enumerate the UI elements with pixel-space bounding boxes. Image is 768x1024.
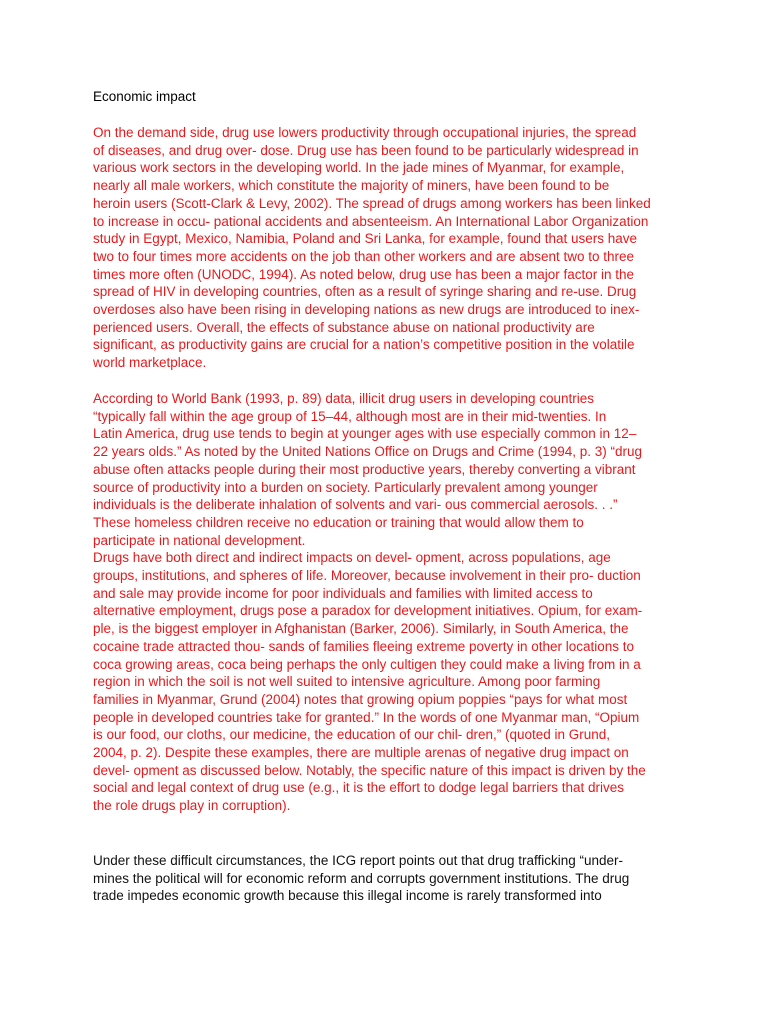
text-line: significant, as productivity gains are crucial for a nation’s competitive position in the volatile [93, 337, 635, 353]
text-line: various work sectors in the developing world. In the jade mines of Myanmar, for example, [93, 160, 625, 176]
text-line: and sale may provide income for poor individuals and families with limited access to [93, 585, 593, 601]
text-line: ple, is the biggest employer in Afghanistan (Barker, 2006). Similarly, in South America, the [93, 621, 629, 637]
section-heading: Economic impact [93, 89, 196, 104]
text-line: 2004, p. 2). Despite these examples, there are multiple arenas of negative drug impact on [93, 745, 629, 761]
text-line: heroin users (Scott-Clark & Levy, 2002). The spread of drugs among workers has been linked [93, 195, 651, 211]
text-line: trade impedes economic growth because this illegal income is rarely transformed into [93, 888, 602, 904]
paragraph-icg-report [93, 852, 629, 905]
text-line: alternative employment, drugs pose a paradox for development initiatives. Opium, for exam- [93, 603, 643, 619]
text-line: “typically fall within the age group of 15–44, although most are in their mid-twenties. In [93, 408, 607, 424]
text-line: Drugs have both direct and indirect impacts on devel- opment, across populations, age [93, 550, 611, 566]
text-line: individuals is the deliberate inhalation of solvents and vari- ous commercial aerosols. . .” [93, 497, 618, 513]
text-line: spread of HIV in developing countries, often as a result of syringe sharing and re-use. Drug [93, 284, 637, 300]
text-line: abuse often attacks people during their most productive years, thereby converting a vibrant [93, 461, 636, 477]
text-line: coca growing areas, coca being perhaps the only cultigen they could make a living from in a [93, 656, 641, 672]
text-line: perienced users. Overall, the effects of substance abuse on national productivity are [93, 319, 595, 335]
text-line: devel- opment as discussed below. Notably, the specific nature of this impact is driven by the [93, 762, 646, 778]
text-line: groups, institutions, and spheres of life. Moreover, because involvement in their pro- duction [93, 568, 641, 584]
text-line: to increase in occu- pational accidents and absenteeism. An International Labor Organization [93, 213, 649, 229]
text-line: On the demand side, drug use lowers productivity through occupational injuries, the spread [93, 125, 637, 140]
text-line: overdoses also have been rising in developing nations as new drugs are introduced to inex- [93, 302, 640, 318]
text-line: is our food, our cloths, our medicine, the education of our chil- dren,” (quoted in Grund, [93, 727, 611, 743]
text-line: families in Myanmar, Grund (2004) notes that growing opium poppies “pays for what most [93, 691, 628, 707]
text-line: Latin America, drug use tends to begin at younger ages with use especially common in 12– [93, 426, 637, 442]
text-line: participate in national development. [93, 532, 306, 548]
paragraph-world-bank [93, 390, 646, 815]
text-line: Under these difficult circumstances, the ICG report points out that drug trafficking “under- [93, 853, 624, 868]
text-line: social and legal context of drug use (e.g., it is the effort to dodge legal barriers that drives [93, 780, 625, 796]
text-line: times more often (UNODC, 1994). As noted below, drug use has been a major factor in the [93, 266, 635, 282]
text-line: the role drugs play in corruption). [93, 798, 291, 814]
text-line: two to four times more accidents on the job than other workers and are absent two to three [93, 248, 635, 264]
text-line: world marketplace. [93, 355, 207, 371]
text-line: source of productivity into a burden on society. Particularly prevalent among younger [93, 479, 598, 495]
text-line: of diseases, and drug over- dose. Drug use has been found to be particularly widespread in [93, 142, 639, 158]
text-line: people in developed countries take for granted.” In the words of one Myanmar man, “Opium [93, 709, 640, 725]
text-line: region in which the soil is not well suited to intensive agriculture. Among poor farming [93, 674, 601, 690]
paragraph-demand-side [93, 124, 651, 372]
text-line: cocaine trade attracted thou- sands of families fleeing extreme poverty in other locations to [93, 638, 635, 654]
text-line: mines the political will for economic reform and corrupts government institutions. The drug [93, 870, 630, 886]
text-line: 22 years olds.” As noted by the United Nations Office on Drugs and Crime (1994, p. 3) “drug [93, 444, 643, 460]
text-line: nearly all male workers, which constitute the majority of miners, have been found to be [93, 178, 610, 194]
text-line: These homeless children receive no education or training that would allow them to [93, 514, 584, 530]
text-line: study in Egypt, Mexico, Namibia, Poland and Sri Lanka, for example, found that users have [93, 231, 638, 247]
text-line: According to World Bank (1993, p. 89) data, illicit drug users in developing countries [93, 391, 595, 406]
